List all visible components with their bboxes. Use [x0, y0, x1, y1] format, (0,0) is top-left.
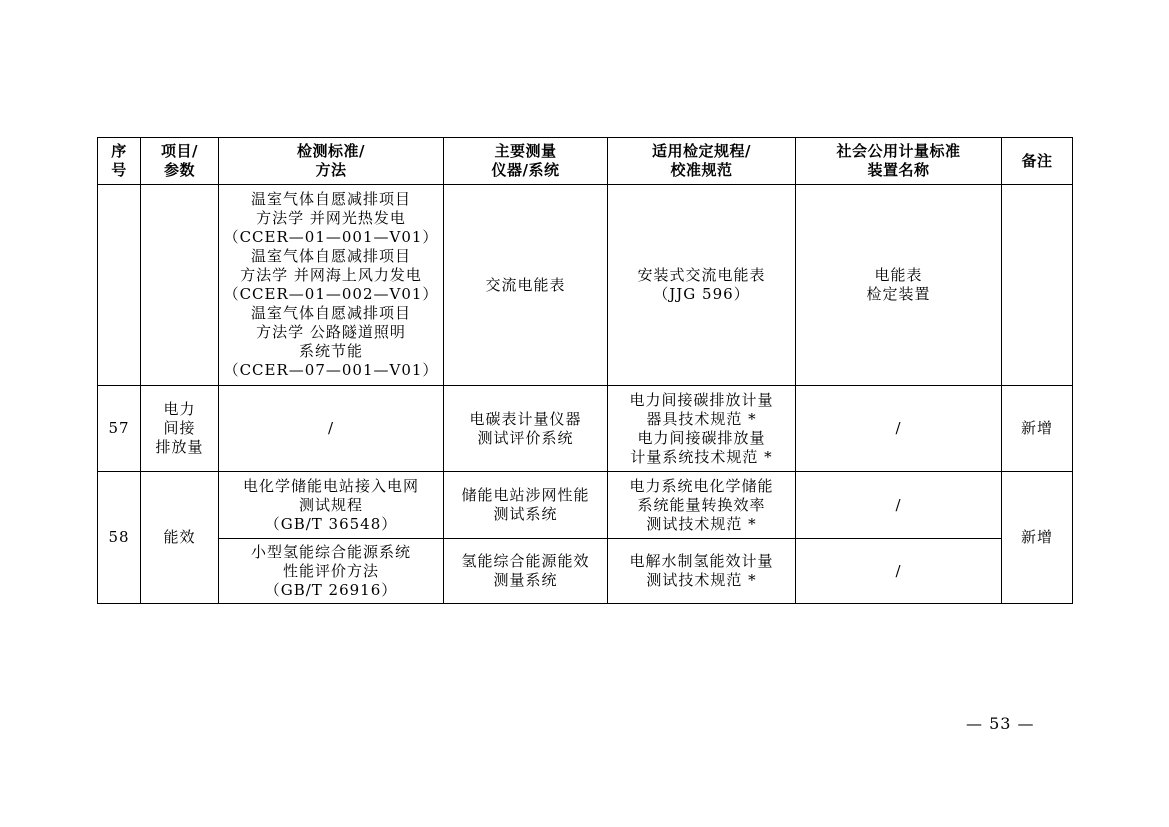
cell-instrument: 电碳表计量仪器 测试评价系统 — [444, 386, 608, 472]
cell-regulation: 安装式交流电能表 （JJG 596） — [608, 185, 796, 386]
header-standard: 检测标准/ 方法 — [219, 138, 444, 185]
page-number: — 53 — — [966, 714, 1035, 733]
table-row — [98, 472, 1073, 539]
cell-standard: 温室气体自愿减排项目 方法学 并网光热发电 （CCER—01—001—V01） 温室气体自愿减排项目 方法学 并网海上风力发电 （CCER—01—002—V01） 温室气体自愿减排项目 方法学 公路隧道照明 系统节能 （CCER—07—001—V01） — [219, 185, 444, 386]
cell-item — [141, 185, 219, 386]
cell-no — [98, 185, 141, 386]
cell-remark: 新增 — [1002, 386, 1073, 472]
cell-regulation: 电解水制氢能效计量 测试技术规范 * — [608, 539, 796, 604]
cell-no: 57 — [98, 386, 141, 472]
header-instrument: 主要测量 仪器/系统 — [444, 138, 608, 185]
table-header-row — [98, 138, 1073, 185]
cell-regulation: 电力系统电化学储能 系统能量转换效率 测试技术规范 * — [608, 472, 796, 539]
cell-item: 能效 — [141, 472, 219, 604]
cell-standard: / — [219, 386, 444, 472]
cell-instrument: 氢能综合能源能效 测量系统 — [444, 539, 608, 604]
table-row — [98, 386, 1073, 472]
header-regulation: 适用检定规程/ 校准规范 — [608, 138, 796, 185]
header-no: 序 号 — [98, 138, 141, 185]
cell-instrument: 交流电能表 — [444, 185, 608, 386]
cell-device: / — [796, 386, 1002, 472]
cell-standard: 小型氢能综合能源系统 性能评价方法 （GB/T 26916） — [219, 539, 444, 604]
cell-device: / — [796, 472, 1002, 539]
table-row — [98, 185, 1073, 386]
cell-device: 电能表 检定装置 — [796, 185, 1002, 386]
header-device: 社会公用计量标准 装置名称 — [796, 138, 1002, 185]
cell-device: / — [796, 539, 1002, 604]
cell-remark: 新增 — [1002, 472, 1073, 604]
header-item: 项目/ 参数 — [141, 138, 219, 185]
cell-regulation: 电力间接碳排放计量 器具技术规范 * 电力间接碳排放量 计量系统技术规范 * — [608, 386, 796, 472]
metrology-standards-table — [97, 137, 1073, 604]
cell-standard: 电化学储能电站接入电网 测试规程 （GB/T 36548） — [219, 472, 444, 539]
cell-remark — [1002, 185, 1073, 386]
cell-instrument: 储能电站涉网性能 测试系统 — [444, 472, 608, 539]
cell-no: 58 — [98, 472, 141, 604]
table-row — [98, 539, 1073, 604]
cell-item: 电力 间接 排放量 — [141, 386, 219, 472]
header-remark: 备注 — [1002, 138, 1073, 185]
